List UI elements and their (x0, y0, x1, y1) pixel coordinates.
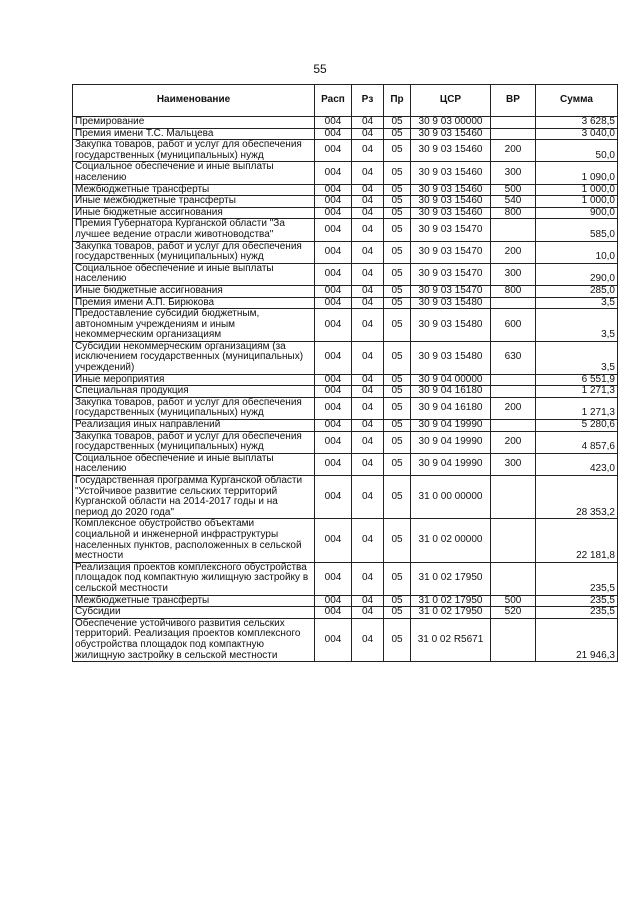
sum-cell: 28 353,2 (536, 476, 618, 519)
table-row (73, 431, 618, 453)
sum-cell: 50,0 (536, 140, 618, 162)
vr-cell: 200 (491, 431, 536, 453)
table-body (73, 117, 618, 662)
sum-cell: 423,0 (536, 453, 618, 475)
name-cell: Иные мероприятия (73, 374, 315, 386)
header-sum: Сумма (536, 85, 618, 117)
sum-cell: 1 090,0 (536, 162, 618, 184)
pr-cell: 05 (384, 397, 411, 419)
table-row (73, 285, 618, 297)
vr-cell: 300 (491, 162, 536, 184)
name-cell: Премия имени Т.С. Мальцева (73, 128, 315, 140)
name-cell: Закупка товаров, работ и услуг для обеспечения государственных (муниципальных) нужд (73, 397, 315, 419)
rz-cell: 04 (352, 162, 384, 184)
pr-cell: 05 (384, 263, 411, 285)
rz-cell: 04 (352, 297, 384, 309)
csr-cell: 30 9 04 16180 (411, 386, 491, 398)
sum-cell: 21 946,3 (536, 618, 618, 661)
pr-cell: 05 (384, 562, 411, 595)
name-cell: Межбюджетные трансферты (73, 184, 315, 196)
sum-cell: 290,0 (536, 263, 618, 285)
table-row (73, 196, 618, 208)
vr-cell: 800 (491, 285, 536, 297)
table-row (73, 397, 618, 419)
rasp-cell: 004 (315, 562, 352, 595)
pr-cell: 05 (384, 607, 411, 619)
vr-cell: 520 (491, 607, 536, 619)
pr-cell: 05 (384, 431, 411, 453)
pr-cell: 05 (384, 595, 411, 607)
table-row (73, 562, 618, 595)
vr-cell: 300 (491, 453, 536, 475)
rasp-cell: 004 (315, 420, 352, 432)
name-cell: Государственная программа Курганской области "Устойчивое развитие сельских территорий Курганской области на 2014-2017 годы и на период до 2020 года" (73, 476, 315, 519)
vr-cell: 600 (491, 309, 536, 342)
name-cell: Премия Губернатора Курганской области "За лучшее ведение отрасли животноводства" (73, 219, 315, 241)
sum-cell: 22 181,8 (536, 519, 618, 562)
vr-cell (491, 420, 536, 432)
csr-cell: 30 9 03 15470 (411, 285, 491, 297)
pr-cell: 05 (384, 285, 411, 297)
csr-cell: 30 9 03 15460 (411, 196, 491, 208)
pr-cell: 05 (384, 140, 411, 162)
header-rz: Рз (352, 85, 384, 117)
rz-cell: 04 (352, 397, 384, 419)
header-pr: Пр (384, 85, 411, 117)
rasp-cell: 004 (315, 117, 352, 129)
table-row (73, 453, 618, 475)
rz-cell: 04 (352, 431, 384, 453)
rz-cell: 04 (352, 184, 384, 196)
rz-cell: 04 (352, 196, 384, 208)
vr-cell: 200 (491, 397, 536, 419)
rasp-cell: 004 (315, 184, 352, 196)
name-cell: Иные бюджетные ассигнования (73, 285, 315, 297)
rasp-cell: 004 (315, 386, 352, 398)
vr-cell (491, 519, 536, 562)
pr-cell: 05 (384, 476, 411, 519)
csr-cell: 30 9 04 00000 (411, 374, 491, 386)
pr-cell: 05 (384, 453, 411, 475)
rasp-cell: 004 (315, 453, 352, 475)
rasp-cell: 004 (315, 219, 352, 241)
pr-cell: 05 (384, 219, 411, 241)
rz-cell: 04 (352, 374, 384, 386)
rasp-cell: 004 (315, 341, 352, 374)
rasp-cell: 004 (315, 162, 352, 184)
csr-cell: 31 0 02 R5671 (411, 618, 491, 661)
pr-cell: 05 (384, 386, 411, 398)
rasp-cell: 004 (315, 618, 352, 661)
table-row (73, 607, 618, 619)
sum-cell: 1 271,3 (536, 397, 618, 419)
name-cell: Специальная продукция (73, 386, 315, 398)
header-rasp: Расп (315, 85, 352, 117)
table-row (73, 374, 618, 386)
rasp-cell: 004 (315, 397, 352, 419)
table-row (73, 117, 618, 129)
rasp-cell: 004 (315, 140, 352, 162)
name-cell: Иные межбюджетные трансферты (73, 196, 315, 208)
rasp-cell: 004 (315, 519, 352, 562)
table-row (73, 219, 618, 241)
csr-cell: 30 9 03 15460 (411, 207, 491, 219)
sum-cell: 10,0 (536, 241, 618, 263)
vr-cell: 630 (491, 341, 536, 374)
rasp-cell: 004 (315, 196, 352, 208)
rz-cell: 04 (352, 519, 384, 562)
rz-cell: 04 (352, 140, 384, 162)
vr-cell (491, 562, 536, 595)
rz-cell: 04 (352, 420, 384, 432)
table-row (73, 263, 618, 285)
table-row (73, 519, 618, 562)
vr-cell (491, 374, 536, 386)
vr-cell: 500 (491, 595, 536, 607)
name-cell: Социальное обеспечение и иные выплаты населению (73, 263, 315, 285)
sum-cell: 3 628,5 (536, 117, 618, 129)
sum-cell: 5 280,6 (536, 420, 618, 432)
name-cell: Субсидии (73, 607, 315, 619)
pr-cell: 05 (384, 519, 411, 562)
pr-cell: 05 (384, 117, 411, 129)
rasp-cell: 004 (315, 431, 352, 453)
csr-cell: 30 9 03 15460 (411, 128, 491, 140)
csr-cell: 30 9 03 15480 (411, 341, 491, 374)
sum-cell: 1 271,3 (536, 386, 618, 398)
name-cell: Закупка товаров, работ и услуг для обеспечения государственных (муниципальных) нужд (73, 140, 315, 162)
vr-cell (491, 386, 536, 398)
rz-cell: 04 (352, 607, 384, 619)
vr-cell: 200 (491, 241, 536, 263)
table-row (73, 595, 618, 607)
header-name: Наименование (73, 85, 315, 117)
table-row (73, 386, 618, 398)
rasp-cell: 004 (315, 607, 352, 619)
table-row (73, 140, 618, 162)
sum-cell: 1 000,0 (536, 196, 618, 208)
rz-cell: 04 (352, 285, 384, 297)
rasp-cell: 004 (315, 297, 352, 309)
name-cell: Обеспечение устойчивого развития сельских территорий. Реализация проектов комплексного обустройства площадок под компактную жилищную застройку в сельской местности (73, 618, 315, 661)
rz-cell: 04 (352, 241, 384, 263)
rasp-cell: 004 (315, 285, 352, 297)
sum-cell: 285,0 (536, 285, 618, 297)
name-cell: Социальное обеспечение и иные выплаты населению (73, 162, 315, 184)
page-number: 55 (313, 62, 327, 76)
name-cell: Иные бюджетные ассигнования (73, 207, 315, 219)
vr-cell (491, 618, 536, 661)
csr-cell: 31 0 02 17950 (411, 562, 491, 595)
vr-cell (491, 297, 536, 309)
rz-cell: 04 (352, 341, 384, 374)
rasp-cell: 004 (315, 128, 352, 140)
sum-cell: 585,0 (536, 219, 618, 241)
sum-cell: 4 857,6 (536, 431, 618, 453)
rz-cell: 04 (352, 117, 384, 129)
pr-cell: 05 (384, 128, 411, 140)
csr-cell: 30 9 03 15470 (411, 241, 491, 263)
sum-cell: 3,5 (536, 297, 618, 309)
rasp-cell: 004 (315, 595, 352, 607)
csr-cell: 30 9 03 15460 (411, 162, 491, 184)
rz-cell: 04 (352, 618, 384, 661)
rz-cell: 04 (352, 453, 384, 475)
table-row (73, 341, 618, 374)
name-cell: Премия имени А.П. Бирюкова (73, 297, 315, 309)
csr-cell: 30 9 03 15480 (411, 297, 491, 309)
sum-cell: 235,5 (536, 607, 618, 619)
rz-cell: 04 (352, 595, 384, 607)
name-cell: Субсидии некоммерческим организациям (за исключением государственных (муниципальных) учреждений) (73, 341, 315, 374)
sum-cell: 1 000,0 (536, 184, 618, 196)
header-vr: ВР (491, 85, 536, 117)
rasp-cell: 004 (315, 241, 352, 263)
csr-cell: 30 9 03 15470 (411, 263, 491, 285)
name-cell: Межбюджетные трансферты (73, 595, 315, 607)
pr-cell: 05 (384, 297, 411, 309)
pr-cell: 05 (384, 309, 411, 342)
header-csr: ЦСР (411, 85, 491, 117)
pr-cell: 05 (384, 162, 411, 184)
pr-cell: 05 (384, 618, 411, 661)
sum-cell: 900,0 (536, 207, 618, 219)
table-row (73, 128, 618, 140)
table-header-row (73, 85, 618, 117)
rz-cell: 04 (352, 128, 384, 140)
table-row (73, 476, 618, 519)
name-cell: Комплексное обустройство объектами социальной и инженерной инфраструктуры населенных пунктов, расположенных в сельской местности (73, 519, 315, 562)
csr-cell: 30 9 04 19990 (411, 431, 491, 453)
pr-cell: 05 (384, 241, 411, 263)
table-row (73, 618, 618, 661)
csr-cell: 30 9 04 16180 (411, 397, 491, 419)
csr-cell: 31 0 02 00000 (411, 519, 491, 562)
name-cell: Премирование (73, 117, 315, 129)
rasp-cell: 004 (315, 309, 352, 342)
vr-cell (491, 476, 536, 519)
rasp-cell: 004 (315, 263, 352, 285)
csr-cell: 30 9 03 15480 (411, 309, 491, 342)
table-row (73, 184, 618, 196)
vr-cell (491, 219, 536, 241)
pr-cell: 05 (384, 341, 411, 374)
vr-cell: 500 (491, 184, 536, 196)
rasp-cell: 004 (315, 374, 352, 386)
table-row (73, 297, 618, 309)
pr-cell: 05 (384, 196, 411, 208)
vr-cell: 800 (491, 207, 536, 219)
pr-cell: 05 (384, 184, 411, 196)
name-cell: Реализация проектов комплексного обустройства площадок под компактную жилищную застройку в сельской местности (73, 562, 315, 595)
name-cell: Реализация иных направлений (73, 420, 315, 432)
vr-cell: 540 (491, 196, 536, 208)
table-row (73, 309, 618, 342)
rasp-cell: 004 (315, 207, 352, 219)
rz-cell: 04 (352, 207, 384, 219)
vr-cell: 300 (491, 263, 536, 285)
csr-cell: 31 0 00 00000 (411, 476, 491, 519)
sum-cell: 3,5 (536, 341, 618, 374)
budget-table (72, 84, 618, 662)
name-cell: Закупка товаров, работ и услуг для обеспечения государственных (муниципальных) нужд (73, 241, 315, 263)
csr-cell: 31 0 02 17950 (411, 607, 491, 619)
vr-cell: 200 (491, 140, 536, 162)
rasp-cell: 004 (315, 476, 352, 519)
csr-cell: 30 9 03 00000 (411, 117, 491, 129)
csr-cell: 30 9 04 19990 (411, 420, 491, 432)
pr-cell: 05 (384, 420, 411, 432)
sum-cell: 235,5 (536, 595, 618, 607)
pr-cell: 05 (384, 374, 411, 386)
csr-cell: 30 9 03 15470 (411, 219, 491, 241)
csr-cell: 30 9 03 15460 (411, 140, 491, 162)
sum-cell: 3,5 (536, 309, 618, 342)
sum-cell: 235,5 (536, 562, 618, 595)
vr-cell (491, 128, 536, 140)
table-row (73, 420, 618, 432)
rz-cell: 04 (352, 309, 384, 342)
rz-cell: 04 (352, 263, 384, 285)
name-cell: Социальное обеспечение и иные выплаты населению (73, 453, 315, 475)
rz-cell: 04 (352, 386, 384, 398)
rz-cell: 04 (352, 219, 384, 241)
table-row (73, 162, 618, 184)
pr-cell: 05 (384, 207, 411, 219)
sum-cell: 6 551,9 (536, 374, 618, 386)
table-row (73, 241, 618, 263)
vr-cell (491, 117, 536, 129)
csr-cell: 30 9 03 15460 (411, 184, 491, 196)
csr-cell: 31 0 02 17950 (411, 595, 491, 607)
rz-cell: 04 (352, 562, 384, 595)
sum-cell: 3 040,0 (536, 128, 618, 140)
name-cell: Предоставление субсидий бюджетным, автономным учреждениям и иным некоммерческим организациям (73, 309, 315, 342)
rz-cell: 04 (352, 476, 384, 519)
name-cell: Закупка товаров, работ и услуг для обеспечения государственных (муниципальных) нужд (73, 431, 315, 453)
csr-cell: 30 9 04 19990 (411, 453, 491, 475)
